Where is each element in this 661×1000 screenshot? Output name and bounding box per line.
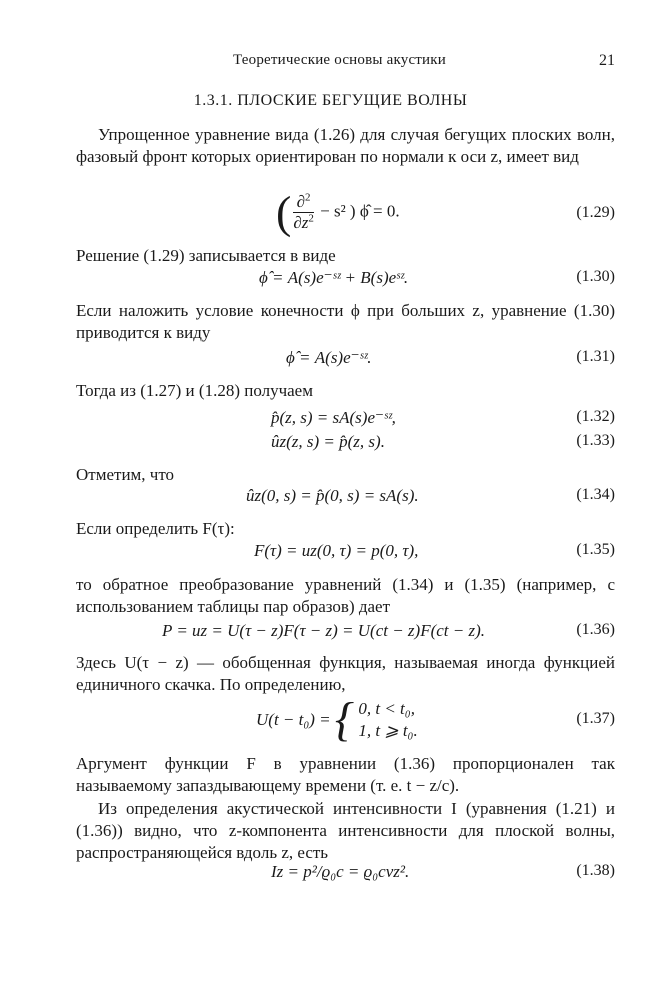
equation-1-31-number: (1.31) <box>576 348 615 365</box>
cases-block <box>358 698 417 742</box>
case-2: 1, t ⩾ t₀. <box>358 721 418 740</box>
equation-1-38 <box>76 862 615 886</box>
paragraph-10: Из определения акустической интенсивности I (уравнения (1.21) и (1.36)) видно, что z-компонента интенсивности для плоской волны, распространяющейся вдоль z, есть <box>76 799 615 862</box>
equation-1-30 <box>76 268 615 292</box>
case-1: 0, t < t₀, <box>358 699 415 718</box>
equation-1-38-formula: Iz = p²/ϱ₀c = ϱ₀cvz². <box>271 862 410 881</box>
equation-1-36-number: (1.36) <box>576 621 615 638</box>
equation-1-34-formula: ûz(0, s) = p̂(0, s) = sA(s). <box>246 486 419 505</box>
equation-1-33-formula: ûz(z, s) = p̂(z, s). <box>271 432 385 451</box>
equation-1-37-formula <box>256 693 418 746</box>
equation-1-32-formula: p̂(z, s) = sA(s)e⁻ˢᶻ, <box>271 408 396 427</box>
equation-1-37 <box>76 693 615 746</box>
equation-1-35-formula: F(τ) = uz(0, τ) = p(0, τ), <box>254 541 419 560</box>
page-number: 21 <box>599 52 615 69</box>
equation-1-33-number: (1.33) <box>576 432 615 449</box>
equation-1-38-number: (1.38) <box>576 862 615 879</box>
equation-1-32 <box>76 408 615 432</box>
equation-1-36 <box>76 621 615 645</box>
equation-1-29-formula <box>276 186 400 238</box>
second-derivative-fraction: $\frac{\partial^2}{\partial z^2}$ <box>293 191 314 232</box>
paragraph-7: то обратное преобразование уравнений (1.34) и (1.35) (например, с использованием таблицы пар образов) дает <box>76 575 615 616</box>
equation-1-34-number: (1.34) <box>576 486 615 503</box>
paragraph-4: Тогда из (1.27) и (1.28) получаем <box>76 381 313 400</box>
equation-1-33 <box>76 432 615 456</box>
equation-1-35-number: (1.35) <box>576 541 615 558</box>
equation-1-37-number: (1.37) <box>576 710 615 727</box>
section-title: 1.3.1. ПЛОСКИЕ БЕГУЩИЕ ВОЛНЫ <box>193 92 468 109</box>
paragraph-3: Если наложить условие конечности ϕ при больших z, уравнение (1.30) приводится к виду <box>76 301 615 342</box>
equation-1-35 <box>76 541 615 565</box>
equation-1-31-formula: ϕ̂ = A(s)e⁻ˢᶻ. <box>286 348 372 367</box>
left-brace: { <box>334 693 355 746</box>
equation-1-30-formula: ϕ̂ = A(s)e⁻ˢᶻ + B(s)eˢᶻ. <box>259 268 409 287</box>
paragraph-2: Решение (1.29) записывается в виде <box>76 246 336 265</box>
equation-1-37-lhs: U(t − t₀) = <box>256 710 331 729</box>
equation-1-36-formula: P = uz = U(τ − z)F(τ − z) = U(ct − z)F(ct − z). <box>162 621 486 640</box>
paragraph-5: Отметим, что <box>76 465 175 484</box>
left-paren: ( <box>276 186 292 238</box>
equation-1-30-number: (1.30) <box>576 268 615 285</box>
equation-1-29-tail: − s² ) ϕ̂ = 0. <box>320 201 400 221</box>
page-header <box>0 52 661 74</box>
paragraph-6: Если определить F(τ): <box>76 519 235 538</box>
equation-1-31 <box>76 348 615 372</box>
equation-1-32-number: (1.32) <box>576 408 615 425</box>
equation-1-29 <box>76 186 615 244</box>
paragraph-9: Аргумент функции F в уравнении (1.36) пропорционален так называемому запаздывающему времени (т. е. t − z/c). <box>76 754 615 795</box>
running-head: Теоретические основы акустики <box>233 52 447 68</box>
equation-1-34 <box>76 486 615 510</box>
paragraph-8: Здесь U(τ − z) — обобщенная функция, называемая иногда функцией единичного скачка. По определению, <box>76 653 615 694</box>
equation-1-29-number: (1.29) <box>576 204 615 221</box>
paragraph-1: Упрощенное уравнение вида (1.26) для случая бегущих плоских волн, фазовый фронт которых ориентирован по нормали к оси z, имеет вид <box>76 125 615 166</box>
